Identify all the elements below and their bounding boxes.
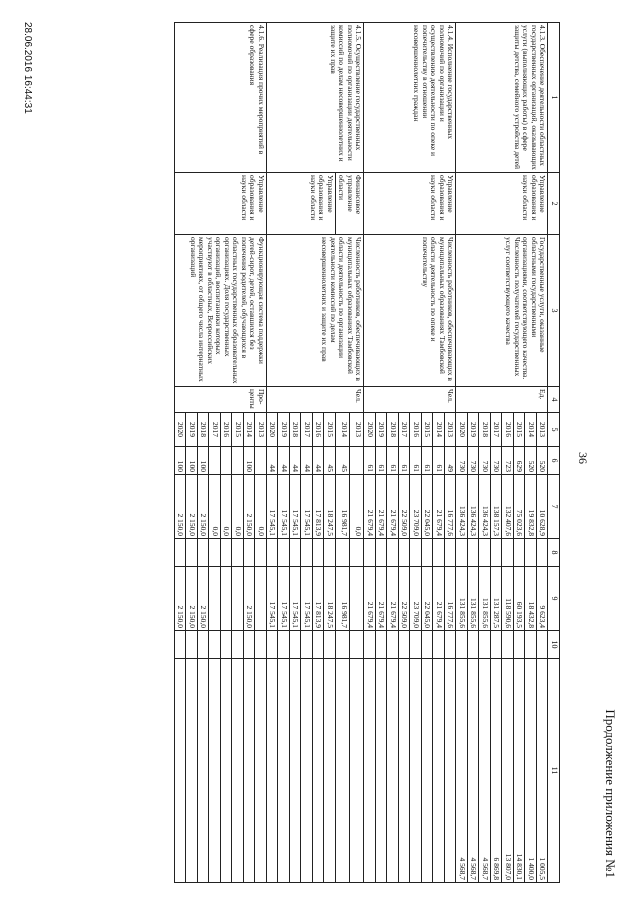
column-header: 1: [548, 23, 560, 173]
year-cell: 2020: [456, 413, 468, 447]
regional-funding: 131 855,6: [456, 567, 468, 631]
regional-funding: 22 045,0: [422, 567, 434, 631]
indicator-value: 45: [336, 447, 350, 475]
regional-funding: 18 247,5: [324, 567, 336, 631]
year-cell: 2018: [290, 413, 302, 447]
local-funding: [422, 631, 434, 659]
year-cell: 2019: [376, 413, 388, 447]
indicator-value: [232, 447, 244, 475]
regional-funding: 60 193,5: [514, 567, 526, 631]
other-funding: 4 568,7: [456, 659, 468, 883]
year-cell: 2013: [537, 413, 549, 447]
local-funding: [209, 631, 221, 659]
local-funding: [232, 631, 244, 659]
year-cell: 2020: [175, 413, 187, 447]
total-funding: 16 981,7: [336, 475, 350, 539]
responsible-executor: Финансовое управление области: [336, 173, 365, 235]
indicator-name: Численность работников, обеспечивающих в муниципальных образованиях Тамбовской области деятельность по опеке и попечительству: [364, 235, 456, 387]
indicator-value: 61: [399, 447, 411, 475]
local-funding: [175, 631, 187, 659]
other-funding: [364, 659, 376, 883]
other-funding: [410, 659, 422, 883]
year-cell: 2016: [410, 413, 422, 447]
total-funding: 17 545,1: [278, 475, 290, 539]
indicator-value: 44: [267, 447, 279, 475]
federal-funding: [324, 539, 336, 567]
federal-funding: [364, 539, 376, 567]
local-funding: [387, 631, 399, 659]
regional-funding: 131 287,5: [491, 567, 503, 631]
indicator-value: 629: [514, 447, 526, 475]
local-funding: [399, 631, 411, 659]
regional-funding: 131 855,6: [479, 567, 491, 631]
local-funding: [244, 631, 256, 659]
federal-funding: [278, 539, 290, 567]
local-funding: [410, 631, 422, 659]
table-row: [537, 23, 549, 883]
other-funding: [255, 659, 267, 883]
total-funding: 0,0: [209, 475, 221, 539]
local-funding: [350, 631, 364, 659]
indicator-value: 44: [290, 447, 302, 475]
regional-funding: 18 432,8: [525, 567, 537, 631]
table-row: [255, 23, 267, 883]
regional-funding: 2 150,0: [186, 567, 198, 631]
local-funding: [445, 631, 457, 659]
regional-funding: 118 590,6: [502, 567, 514, 631]
indicator-value: 61: [387, 447, 399, 475]
total-funding: 0,0: [350, 475, 364, 539]
indicator-value: 730: [479, 447, 491, 475]
indicator-value: 61: [410, 447, 422, 475]
indicator-value: 723: [502, 447, 514, 475]
other-funding: [209, 659, 221, 883]
year-cell: 2013: [255, 413, 267, 447]
total-funding: 17 545,1: [267, 475, 279, 539]
column-header: 4: [548, 387, 560, 413]
year-cell: 2013: [445, 413, 457, 447]
local-funding: [502, 631, 514, 659]
local-funding: [514, 631, 526, 659]
other-funding: [221, 659, 233, 883]
indicator-value: 61: [433, 447, 445, 475]
column-header: 10: [548, 631, 560, 659]
local-funding: [324, 631, 336, 659]
column-header: 3: [548, 235, 560, 387]
column-header: 6: [548, 447, 560, 475]
regional-funding: 16 777,6: [445, 567, 457, 631]
year-cell: 2019: [278, 413, 290, 447]
indicator-value: 730: [491, 447, 503, 475]
other-funding: [387, 659, 399, 883]
other-funding: [186, 659, 198, 883]
total-funding: 21 679,4: [387, 475, 399, 539]
table-row: [350, 23, 364, 883]
indicator-name: Государственные услуги, оказанные областными государственными организациями, соответствующего качества. Численность получателей государственных услуг соответствующего качества: [456, 235, 548, 387]
year-cell: 2020: [267, 413, 279, 447]
indicator-value: 730: [468, 447, 480, 475]
local-funding: [186, 631, 198, 659]
other-funding: [445, 659, 457, 883]
other-funding: 14 830,1: [514, 659, 526, 883]
federal-funding: [221, 539, 233, 567]
federal-funding: [267, 539, 279, 567]
federal-funding: [244, 539, 256, 567]
column-number-row: [548, 23, 560, 883]
indicator-value: 44: [278, 447, 290, 475]
total-funding: 16 777,6: [445, 475, 457, 539]
other-funding: 13 807,0: [502, 659, 514, 883]
local-funding: [290, 631, 302, 659]
appendix-title: Продолжение приложения №1: [603, 709, 618, 878]
year-cell: 2014: [433, 413, 445, 447]
federal-funding: [376, 539, 388, 567]
federal-funding: [456, 539, 468, 567]
column-header: 11: [548, 659, 560, 883]
total-funding: 21 679,4: [376, 475, 388, 539]
federal-funding: [468, 539, 480, 567]
activity-name: 4.1.3. Обеспечение деятельности областных государственных организаций, оказывающих услуги (выполняющих работы) в сфере защиты детства, семейного устройства детей: [456, 23, 548, 173]
total-funding: 0,0: [221, 475, 233, 539]
year-cell: 2019: [186, 413, 198, 447]
other-funding: [290, 659, 302, 883]
responsible-executor: Управление образования и науки области: [175, 173, 267, 235]
local-funding: [255, 631, 267, 659]
indicator-value: [221, 447, 233, 475]
year-cell: 2014: [244, 413, 256, 447]
federal-funding: [301, 539, 313, 567]
total-funding: 18 247,5: [324, 475, 336, 539]
indicator-value: 44: [301, 447, 313, 475]
other-funding: [267, 659, 279, 883]
year-cell: 2015: [324, 413, 336, 447]
year-cell: 2019: [468, 413, 480, 447]
total-funding: 17 813,9: [313, 475, 325, 539]
regional-funding: 17 813,9: [313, 567, 325, 631]
activity-name: 4.1.6. Реализация прочих мероприятий в сфере образования: [175, 23, 267, 173]
federal-funding: [537, 539, 549, 567]
print-timestamp: 28.06.2016 16:44:31: [22, 22, 33, 114]
federal-funding: [525, 539, 537, 567]
activity-name: 4.1.5. Осуществление государственных полномочий по организации деятельности комиссий по делам несовершеннолетних и защите их прав: [267, 23, 365, 173]
regional-funding: [209, 567, 221, 631]
indicator-value: 520: [537, 447, 549, 475]
federal-funding: [313, 539, 325, 567]
indicator-value: 730: [456, 447, 468, 475]
total-funding: 136 424,3: [456, 475, 468, 539]
local-funding: [278, 631, 290, 659]
local-funding: [479, 631, 491, 659]
other-funding: [433, 659, 445, 883]
total-funding: 17 545,1: [290, 475, 302, 539]
federal-funding: [387, 539, 399, 567]
total-funding: 136 424,3: [479, 475, 491, 539]
total-funding: 75 023,6: [514, 475, 526, 539]
other-funding: [399, 659, 411, 883]
year-cell: 2016: [221, 413, 233, 447]
indicator-value: 44: [313, 447, 325, 475]
total-funding: 0,0: [232, 475, 244, 539]
regional-funding: 2 150,0: [198, 567, 210, 631]
indicator-value: 45: [324, 447, 336, 475]
regional-funding: [255, 567, 267, 631]
total-funding: 21 679,4: [433, 475, 445, 539]
other-funding: [198, 659, 210, 883]
indicator-value: [350, 447, 364, 475]
column-header: 5: [548, 413, 560, 447]
year-cell: 2015: [514, 413, 526, 447]
federal-funding: [198, 539, 210, 567]
rotated-sheet: [20, 22, 620, 882]
activity-name: 4.1.4. Исполнение государственных полномочий по организации и осуществлению деятельности по опеке и попечительству в отношении несовершеннолетних граждан: [364, 23, 456, 173]
federal-funding: [232, 539, 244, 567]
responsible-executor: Управление образования и науки области: [456, 173, 548, 235]
other-funding: [175, 659, 187, 883]
total-funding: 22 509,0: [399, 475, 411, 539]
local-funding: [221, 631, 233, 659]
regional-funding: 17 545,1: [267, 567, 279, 631]
other-funding: [244, 659, 256, 883]
regional-funding: 21 679,4: [433, 567, 445, 631]
regional-funding: 2 150,0: [244, 567, 256, 631]
federal-funding: [502, 539, 514, 567]
indicator-value: 100: [244, 447, 256, 475]
total-funding: 138 157,3: [491, 475, 503, 539]
federal-funding: [445, 539, 457, 567]
indicator-value: 100: [175, 447, 187, 475]
other-funding: 4 568,7: [479, 659, 491, 883]
other-funding: [376, 659, 388, 883]
indicator-value: 520: [525, 447, 537, 475]
year-cell: 2015: [422, 413, 434, 447]
regional-funding: [221, 567, 233, 631]
year-cell: 2017: [301, 413, 313, 447]
local-funding: [336, 631, 350, 659]
indicator-name: Функционирующая система поддержки детей-сирот, детей, оставшихся без попечения родителей, обучающихся в областных государственных образовательных организациях. Доля государственных организаций, воспитанники которых участвуют в областных, Всероссийских мероприятиях, от общего числа интернатных организаций: [175, 235, 267, 387]
other-funding: [350, 659, 364, 883]
other-funding: 1 005,5: [537, 659, 549, 883]
indicator-value: 61: [376, 447, 388, 475]
year-cell: 2017: [399, 413, 411, 447]
column-header: 7: [548, 475, 560, 539]
local-funding: [376, 631, 388, 659]
regional-funding: [232, 567, 244, 631]
column-header: 2: [548, 173, 560, 235]
column-header: 9: [548, 567, 560, 631]
total-funding: 132 407,6: [502, 475, 514, 539]
column-header: 8: [548, 539, 560, 567]
year-cell: 2014: [336, 413, 350, 447]
indicator-value: 100: [198, 447, 210, 475]
indicator-value: 49: [445, 447, 457, 475]
year-cell: 2018: [198, 413, 210, 447]
regional-funding: [350, 567, 364, 631]
total-funding: 19 832,8: [525, 475, 537, 539]
other-funding: [232, 659, 244, 883]
local-funding: [364, 631, 376, 659]
local-funding: [525, 631, 537, 659]
regional-funding: 131 855,6: [468, 567, 480, 631]
local-funding: [456, 631, 468, 659]
total-funding: 2 150,0: [244, 475, 256, 539]
unit-of-measure: Чел.: [364, 387, 456, 413]
other-funding: [313, 659, 325, 883]
federal-funding: [175, 539, 187, 567]
year-cell: 2016: [313, 413, 325, 447]
year-cell: 2017: [209, 413, 221, 447]
unit-of-measure: Ед.: [456, 387, 548, 413]
table-body: [175, 23, 549, 883]
federal-funding: [422, 539, 434, 567]
total-funding: 0,0: [255, 475, 267, 539]
regional-funding: 23 709,0: [410, 567, 422, 631]
other-funding: 4 568,7: [468, 659, 480, 883]
federal-funding: [186, 539, 198, 567]
year-cell: 2016: [502, 413, 514, 447]
year-cell: 2018: [387, 413, 399, 447]
year-cell: 2018: [479, 413, 491, 447]
total-funding: 22 045,0: [422, 475, 434, 539]
unit-of-measure: Чел.: [267, 387, 365, 413]
regional-funding: 16 981,7: [336, 567, 350, 631]
federal-funding: [336, 539, 350, 567]
regional-funding: 9 623,4: [537, 567, 549, 631]
regional-funding: 17 545,1: [278, 567, 290, 631]
total-funding: 23 709,0: [410, 475, 422, 539]
local-funding: [301, 631, 313, 659]
federal-funding: [514, 539, 526, 567]
program-table: [174, 22, 560, 883]
other-funding: 6 869,8: [491, 659, 503, 883]
regional-funding: 21 679,4: [376, 567, 388, 631]
responsible-executor: Управление образования и науки области: [364, 173, 456, 235]
total-funding: 2 150,0: [186, 475, 198, 539]
indicator-value: 100: [186, 447, 198, 475]
federal-funding: [290, 539, 302, 567]
federal-funding: [399, 539, 411, 567]
federal-funding: [410, 539, 422, 567]
federal-funding: [479, 539, 491, 567]
indicator-name: Численность работников, обеспечивающих в муниципальных образованиях Тамбовской области деятельность по организации деятельности комиссий по делам несовершеннолетних и защите их прав: [267, 235, 365, 387]
other-funding: [278, 659, 290, 883]
local-funding: [537, 631, 549, 659]
unit-of-measure: Про-центы: [175, 387, 267, 413]
federal-funding: [491, 539, 503, 567]
total-funding: 10 628,9: [537, 475, 549, 539]
federal-funding: [209, 539, 221, 567]
year-cell: 2015: [232, 413, 244, 447]
local-funding: [313, 631, 325, 659]
page-number: 36: [576, 452, 590, 464]
indicator-value: 61: [422, 447, 434, 475]
local-funding: [468, 631, 480, 659]
other-funding: [422, 659, 434, 883]
responsible-executor: Управление образования и науки области: [267, 173, 336, 235]
other-funding: 1 400,0: [525, 659, 537, 883]
federal-funding: [433, 539, 445, 567]
regional-funding: 17 545,1: [290, 567, 302, 631]
indicator-value: [209, 447, 221, 475]
other-funding: [324, 659, 336, 883]
other-funding: [301, 659, 313, 883]
regional-funding: 2 150,0: [175, 567, 187, 631]
total-funding: 17 545,1: [301, 475, 313, 539]
total-funding: 2 150,0: [198, 475, 210, 539]
regional-funding: 22 509,0: [399, 567, 411, 631]
regional-funding: 21 679,4: [364, 567, 376, 631]
indicator-value: [255, 447, 267, 475]
year-cell: 2017: [491, 413, 503, 447]
year-cell: 2014: [525, 413, 537, 447]
local-funding: [267, 631, 279, 659]
total-funding: 2 150,0: [175, 475, 187, 539]
table-row: [445, 23, 457, 883]
indicator-value: 61: [364, 447, 376, 475]
local-funding: [491, 631, 503, 659]
local-funding: [198, 631, 210, 659]
local-funding: [433, 631, 445, 659]
regional-funding: 21 679,4: [387, 567, 399, 631]
year-cell: 2013: [350, 413, 364, 447]
federal-funding: [255, 539, 267, 567]
year-cell: 2020: [364, 413, 376, 447]
regional-funding: 17 545,1: [301, 567, 313, 631]
other-funding: [336, 659, 350, 883]
total-funding: 21 679,4: [364, 475, 376, 539]
total-funding: 136 424,3: [468, 475, 480, 539]
federal-funding: [350, 539, 364, 567]
